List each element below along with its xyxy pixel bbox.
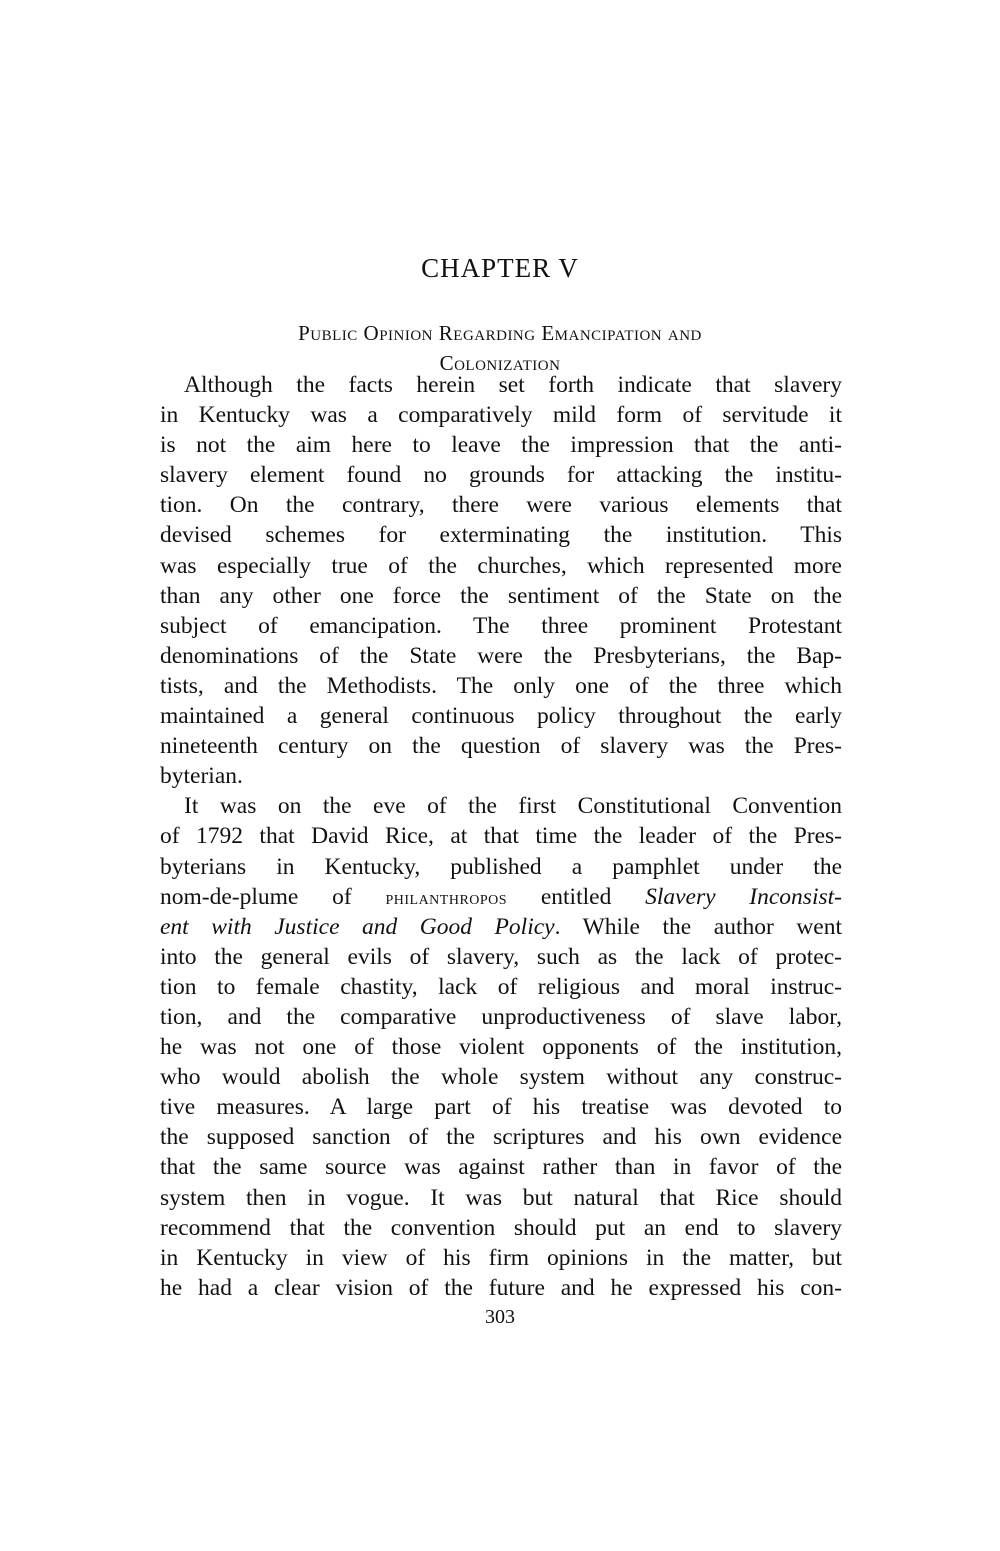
page-number: 303 xyxy=(485,1306,515,1328)
text-line: denominations of the State were the Presbyterians, the Bap- xyxy=(160,642,842,669)
text-line: in Kentucky was a comparatively mild form of servitude it xyxy=(160,402,842,429)
text-line xyxy=(160,882,842,912)
text-line: tion to female chastity, lack of religious and moral instruc- xyxy=(160,973,842,1000)
text-line: than any other one force the sentiment of the State on the xyxy=(160,582,842,609)
text-fragment: nom-de-plume of xyxy=(160,883,386,910)
chapter-title: CHAPTER V xyxy=(421,253,579,283)
chapter-subtitle xyxy=(0,318,1000,378)
text-line: byterians in Kentucky, published a pamphlet under the xyxy=(160,853,842,880)
text-line: who would abolish the whole system without any construc- xyxy=(160,1064,842,1091)
text-line: tion, and the comparative unproductiveness of slave labor, xyxy=(160,1003,842,1030)
text-line: devised schemes for exterminating the institution. This xyxy=(160,522,842,549)
text-line: recommend that the convention should put an end to slavery xyxy=(160,1214,842,1241)
text-line: tists, and the Methodists. The only one of the three which xyxy=(160,672,842,699)
text-line: tion. On the contrary, there were various elements that xyxy=(160,492,842,519)
text-line: byterian. xyxy=(160,763,243,790)
text-line: Although the facts herein set forth indicate that slavery xyxy=(184,372,842,398)
text-line: slavery element found no grounds for attacking the institu- xyxy=(160,462,842,489)
text-line: he was not one of those violent opponents of the institution, xyxy=(160,1034,842,1061)
text-line: was especially true of the churches, which represented more xyxy=(160,552,842,579)
text-line: in Kentucky in view of his firm opinions in the matter, but xyxy=(160,1244,842,1271)
paragraph-1 xyxy=(160,370,842,791)
text-line: of 1792 that David Rice, at that time the leader of the Pres- xyxy=(160,823,842,850)
pamphlet-title: ent with Justice and Good Policy xyxy=(160,913,555,940)
chapter-subtitle-line-1: Public Opinion Regarding Emancipation and xyxy=(298,321,702,345)
text-fragment: entitled xyxy=(507,883,646,910)
paragraph-2 xyxy=(160,791,842,1303)
pamphlet-title: Slavery Inconsist- xyxy=(645,883,842,910)
text-line: is not the aim here to leave the impression that the anti- xyxy=(160,432,842,459)
text-line: maintained a general continuous policy throughout the early xyxy=(160,703,842,730)
text-line: the supposed sanction of the scriptures and his own evidence xyxy=(160,1124,842,1151)
text-fragment: . While the author went xyxy=(554,913,843,940)
text-line: subject of emancipation. The three prominent Protestant xyxy=(160,612,842,639)
body-text xyxy=(160,370,842,1303)
text-line: that the same source was against rather than in favor of the xyxy=(160,1154,842,1181)
pseudonym: philanthropos xyxy=(385,886,508,909)
text-line xyxy=(160,912,842,942)
chapter-subtitle-line-2: Colonization xyxy=(439,351,561,375)
text-line: into the general evils of slavery, such as the lack of protec- xyxy=(160,943,842,970)
text-line: system then in vogue. It was but natural that Rice should xyxy=(160,1184,842,1211)
text-line: It was on the eve of the first Constitutional Convention xyxy=(184,793,842,820)
text-line: nineteenth century on the question of slavery was the Pres- xyxy=(160,733,842,760)
text-line: he had a clear vision of the future and he expressed his con- xyxy=(160,1274,842,1301)
text-line: tive measures. A large part of his treatise was devoted to xyxy=(160,1094,842,1121)
